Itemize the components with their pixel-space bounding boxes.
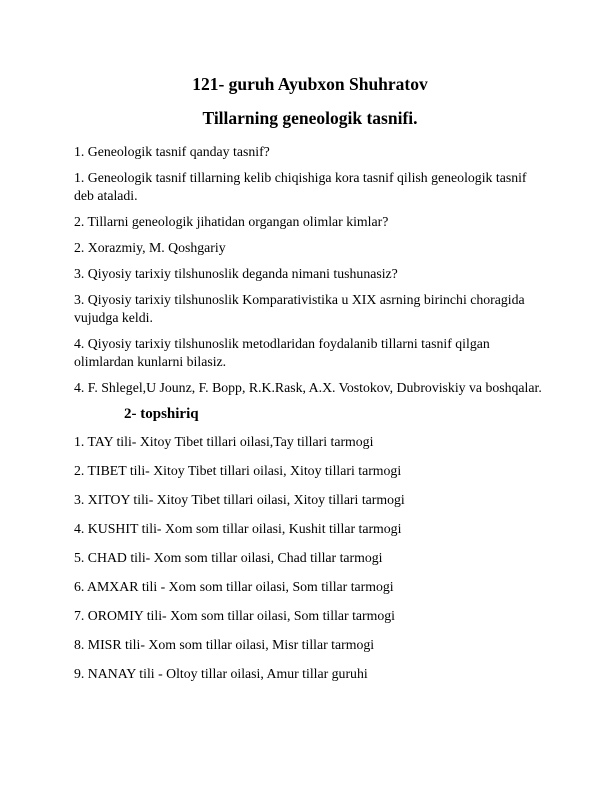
task-item: 8. MISR tili- Xom som tillar oilasi, Misr tillar tarmogi — [74, 637, 375, 652]
answer-3: 3. Qiyosiy tarixiy tilshunoslik Komparativistika u XIX asrning birinchi choragida vujudga keldi. — [74, 292, 525, 325]
document-header: 121- guruh Ayubxon Shuhratov — [192, 74, 428, 94]
task-item: 6. AMXAR tili - Xom som tillar oilasi, Som tillar tarmogi — [74, 579, 394, 594]
question-2: 2. Tillarni geneologik jihatidan organgan olimlar kimlar? — [74, 214, 389, 229]
task-item: 3. XITOY tili- Xitoy Tibet tillari oilasi, Xitoy tillari tarmogi — [74, 492, 405, 507]
task-item: 4. KUSHIT tili- Xom som tillar oilasi, Kushit tillar tarmogi — [74, 521, 402, 536]
document-body — [74, 143, 544, 694]
answer-4: 4. F. Shlegel,U Jounz, F. Bopp, R.K.Rask, A.X. Vostokov, Dubroviskiy va boshqalar. — [74, 380, 542, 395]
question-3: 3. Qiyosiy tarixiy tilshunoslik deganda nimani tushunasiz? — [74, 266, 398, 281]
task-item: 5. CHAD tili- Xom som tillar oilasi, Chad tillar tarmogi — [74, 550, 383, 565]
question-4: 4. Qiyosiy tarixiy tilshunoslik metodlaridan foydalanib tillarni tasnif qilgan olimlardan kunlarni bilasiz. — [74, 336, 490, 369]
document-title: Tillarning geneologik tasnifi. — [202, 108, 418, 128]
task-item: 7. OROMIY tili- Xom som tillar oilasi, Som tillar tarmogi — [74, 608, 396, 623]
task-item: 9. NANAY tili - Oltoy tillar oilasi, Amur tillar guruhi — [74, 666, 368, 681]
answer-2: 2. Xorazmiy, M. Qoshgariy — [74, 240, 226, 255]
question-1: 1. Geneologik tasnif qanday tasnif? — [74, 144, 270, 159]
task-item: 2. TIBET tili- Xitoy Tibet tillari oilasi, Xitoy tillari tarmogi — [74, 463, 402, 478]
answer-1: 1. Geneologik tasnif tillarning kelib chiqishiga kora tasnif qilish geneologik tasnif deb ataladi. — [74, 170, 527, 203]
task-heading: 2- topshiriq — [124, 406, 199, 422]
task-item: 1. TAY tili- Xitoy Tibet tillari oilasi,Tay tillari tarmogi — [74, 434, 374, 449]
